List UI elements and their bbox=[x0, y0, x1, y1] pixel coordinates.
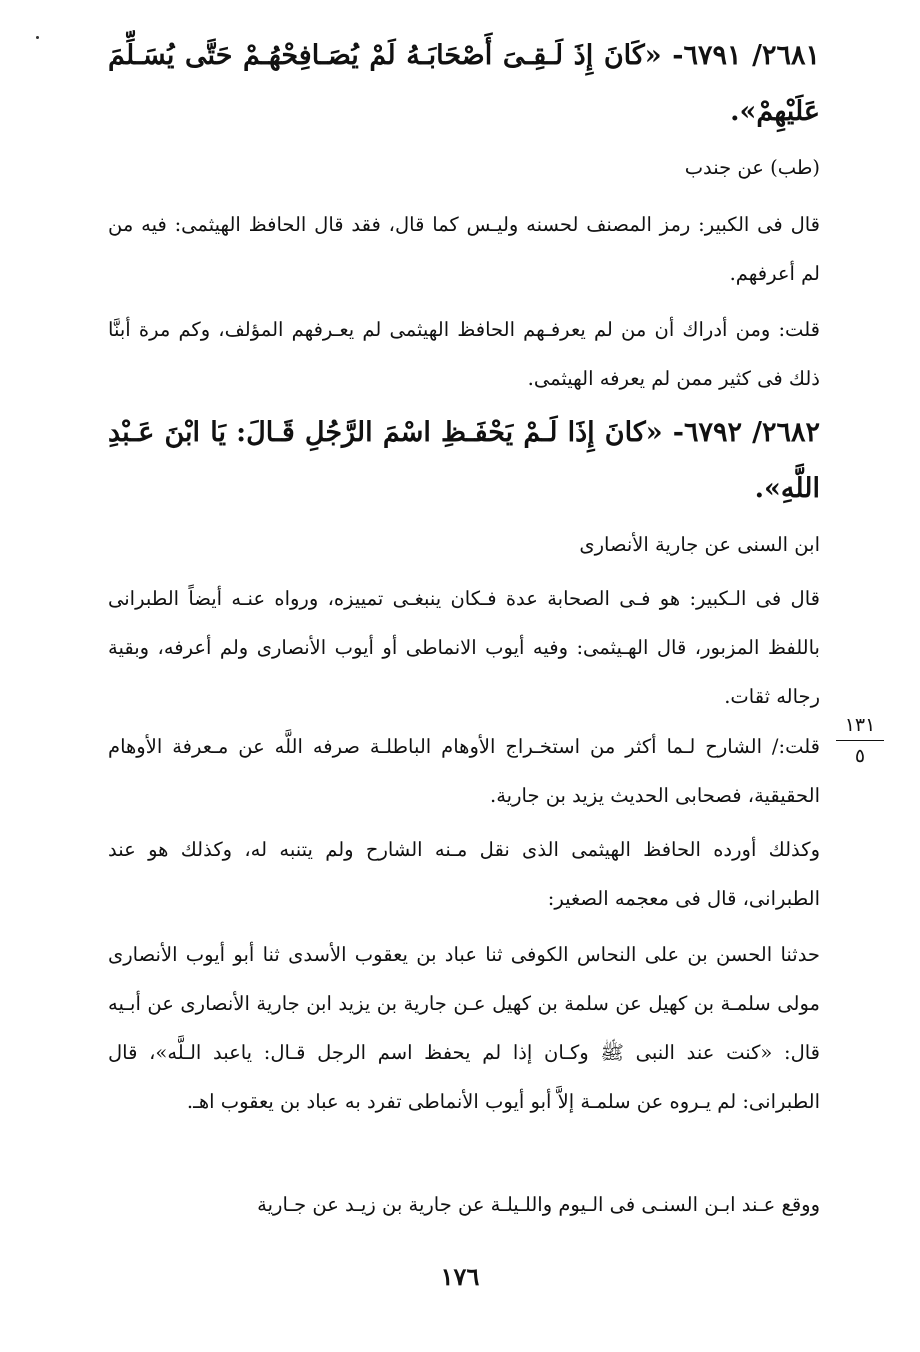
paragraph-isnad: حدثنا الحسن بن على النحاس الكوفى ثنا عباد بن يعقوب الأسدى ثنا أبو أيوب الأنصارى مولى سلمـة بن كهيل عن سلمة بن كهيل عـن جارية بن يزيد ابن جارية الأنصارى عن أبـيه قال: «كنت عند النبى ﷺ وكـان إذا لم يحفظ اسم الرجل قـال: ياعبد الـلَّه»، قال الطبرانى: لم يـروه عن سلمـة إلاَّ أبو أيوب الأنماطى تفرد به عباد بن يعقوب اهـ. bbox=[108, 943, 820, 1113]
page-number: ١٧٦ bbox=[440, 1262, 480, 1291]
commentary-kabir-2: قال فى الـكبير: هو فـى الصحابة عدة فـكان ينبغـى تمييزه، ورواه عنـه أيضاً الطبرانى باللفظ المزبور، قال الهـيثمى: وفيه أيوب الانماطى أو أيوب الأنصارى ولم أعرفه، وبقية رجاله ثقات. bbox=[108, 587, 820, 708]
response-qultu-2: قلت:/ الشارح لـما أكثر من استخـراج الأوهام الباطلـة صرفه اللَّه عن مـعرفة الأوهام الحقيقية، فصحابى الحديث يزيد بن جارية. bbox=[108, 735, 820, 807]
paragraph-ibn-sunni: ووقع عـند ابـن السنـى فى الـيوم واللـيلـة عن جارية بن زيـد عن جـارية bbox=[257, 1193, 820, 1216]
commentary-kabir-1: قال فى الكبير: رمز المصنف لحسنه وليـس كما قال، فقد قال الحافظ الهيثمى: فيه من لم أعرفهم. bbox=[108, 213, 820, 285]
margin-reference-volume: ١٣١ bbox=[836, 712, 884, 741]
margin-reference bbox=[836, 712, 884, 769]
scan-speck bbox=[36, 36, 39, 39]
hadith-2681-source: (طب) عن جندب bbox=[684, 156, 820, 179]
hadith-2682-source: ابن السنى عن جارية الأنصارى bbox=[579, 533, 820, 556]
response-qultu-1: قلت: ومن أدراك أن من لم يعرفـهم الحافظ الهيثمى لم يعـرفهم المؤلف، وكم مرة أبنَّا ذلك فى كثير ممن لم يعرفه الهيثمى. bbox=[108, 318, 820, 390]
paragraph-haythami: وكذلك أورده الحافظ الهيثمى الذى نقل مـنه الشارح ولم يتنبه له، وكذلك هو عند الطبرانى، قال فى معجمه الصغير: bbox=[108, 838, 820, 910]
margin-reference-page: ٥ bbox=[854, 745, 866, 767]
hadith-2681: ٢٦٨١/ ٦٧٩١- «كَانَ إِذَ لَـقِـىَ أَصْحَابَـهُ لَمْ يُصَـافِحْهُـمْ حَتَّى يُسَـلِّمَ عَلَيْهِمْ». bbox=[108, 40, 820, 127]
hadith-2682: ٢٦٨٢/ ٦٧٩٢- «كانَ إِذَا لَـمْ يَحْفَـظِ اسْمَ الرَّجُلِ قَـالَ: يَا ابْنَ عَـبْدِ اللَّهِ». bbox=[108, 417, 820, 504]
